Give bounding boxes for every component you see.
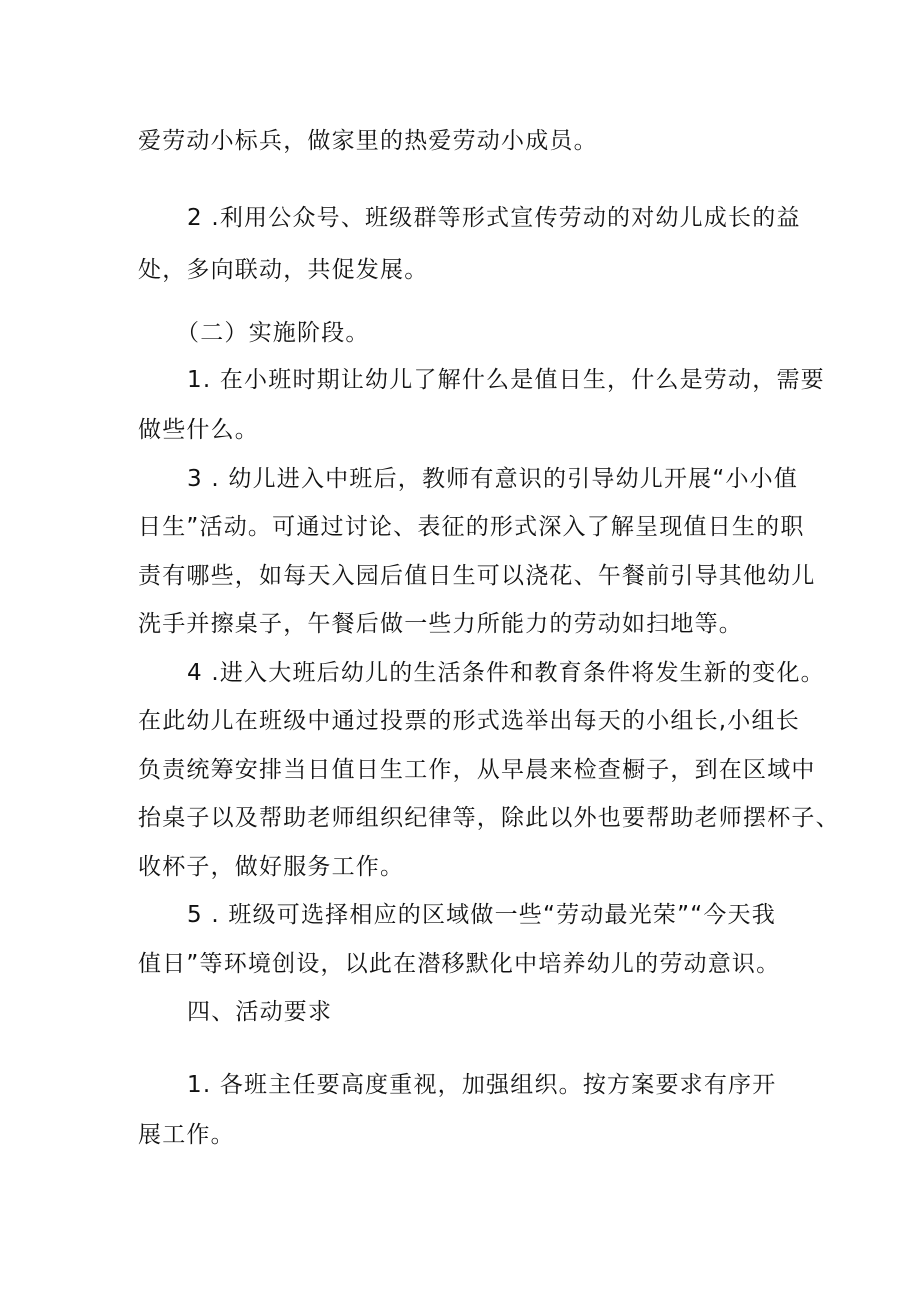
text-line-4: （二）实施阶段。: [176, 320, 370, 346]
text-line-12: 在此幼儿在班级中通过投票的形式选举出每天的小组长,小组长: [138, 708, 800, 734]
section-heading: 四、活动要求: [187, 999, 333, 1025]
text-line-2: 2 .利用公众号、班级群等形式宣传劳动的对幼儿成长的益: [187, 205, 801, 231]
text-line-7: 3 . 幼儿进入中班后，教师有意识的引导幼儿开展“小小值: [187, 466, 799, 492]
text-line-14: 抬桌子以及帮助老师组织纪律等，除此以外也要帮助老师摆杯子、: [138, 805, 840, 831]
text-line-3: 处，多向联动，共促发展。: [138, 257, 429, 283]
text-line-11: 4 .进入大班后幼儿的生活条件和教育条件将发生新的变化。: [187, 660, 825, 686]
text-line-1: 爱劳动小标兵，做家里的热爱劳动小成员。: [138, 128, 598, 154]
text-line-15: 收杯子，做好服务工作。: [138, 854, 405, 880]
text-line-6: 做些什么。: [138, 417, 259, 443]
text-line-10: 洗手并擦桌子，午餐后做一些力所能力的劳动如扫地等。: [138, 611, 743, 637]
text-line-20: 展工作。: [138, 1122, 235, 1148]
text-line-19: 1. 各班主任要高度重视，加强组织。按方案要求有序开: [187, 1072, 777, 1098]
text-line-17: 值日”等环境创设，以此在潜移默化中培养幼儿的劳动意识。: [138, 951, 781, 977]
text-line-9: 责有哪些，如每天入园后值日生可以浇花、午餐前引导其他幼儿: [138, 563, 816, 589]
text-line-5: 1. 在小班时期让幼儿了解什么是值日生，什么是劳动，需要: [187, 367, 825, 393]
text-line-13: 负责统筹安排当日值日生工作，从早晨来检查橱子，到在区域中: [138, 757, 816, 783]
text-line-8: 日生”活动。可通过讨论、表征的形式深入了解呈现值日生的职: [138, 514, 805, 540]
text-line-16: 5 . 班级可选择相应的区域做一些“劳动最光荣”“今天我: [187, 902, 776, 928]
